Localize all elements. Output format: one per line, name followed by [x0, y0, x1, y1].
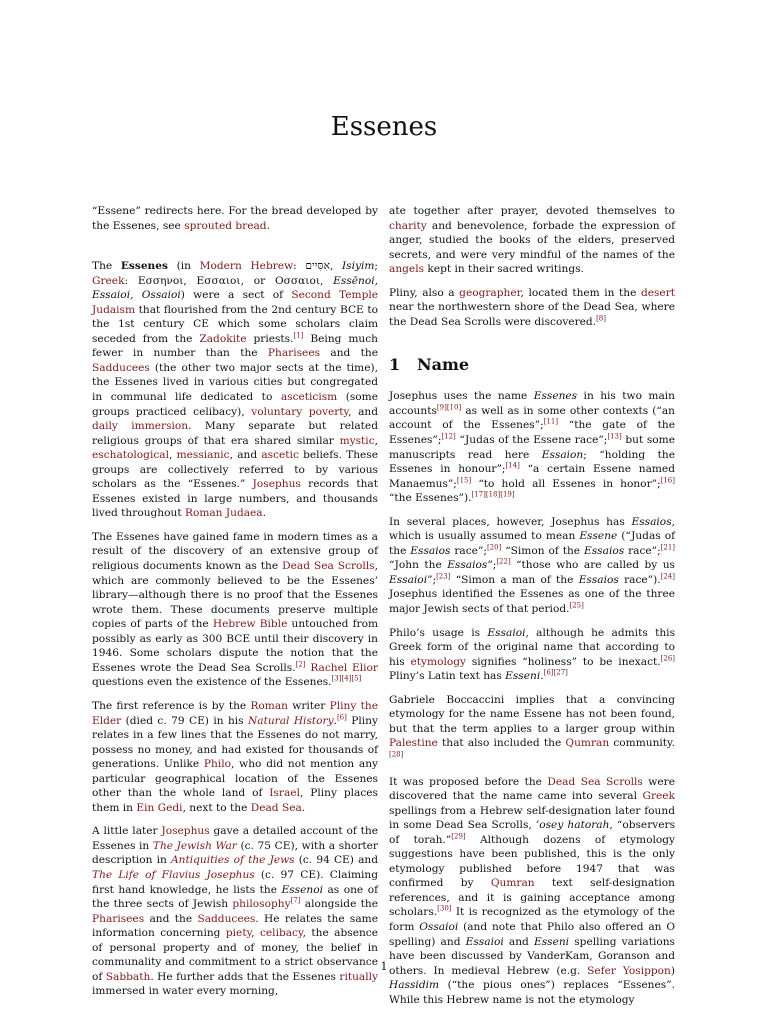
link-rachel-elior[interactable]: Rachel Elior	[310, 661, 378, 674]
page-title: Essenes	[330, 112, 438, 142]
link-asceticism[interactable]: asceticism	[280, 391, 338, 404]
section-title: Name	[417, 355, 470, 375]
hatnote	[92, 204, 378, 233]
text: “a certain Essene named Manaemus”;	[389, 463, 675, 490]
link-desert[interactable]: desert	[640, 286, 676, 299]
text: .	[540, 670, 544, 683]
text: “Simon a man of the	[450, 573, 579, 586]
name-paragraph-1	[389, 389, 675, 505]
text: . He relates the same information concerning	[92, 912, 379, 940]
italic-term: Essaios	[578, 573, 619, 586]
text: Although dozens of etymology suggestions have been published, this is the only etymology published before 1947 that was confirmed by	[389, 833, 675, 890]
text: (and note that Philo also offered an O spelling) and	[389, 920, 675, 948]
text: as well as in some other contexts (“an account of the Essenes”;	[389, 404, 675, 432]
link-dead-sea[interactable]: Dead Sea	[250, 801, 302, 814]
text: ”;	[487, 559, 497, 572]
text: ;	[374, 260, 378, 273]
citation[interactable]: [28]	[389, 750, 404, 759]
citation[interactable]: [29]	[451, 832, 466, 841]
text: ) were a sect of	[180, 289, 292, 302]
text: (“the pious ones”) replaces “Essenes”. While this Hebrew name is not the etymology	[389, 979, 675, 1006]
link-roman-judaea[interactable]: Roman Judaea	[184, 507, 263, 520]
text: alongside the	[300, 898, 378, 911]
text: A little later	[92, 825, 162, 838]
text: (“Judas of the	[389, 530, 676, 557]
link-qumran[interactable]: Qumran	[490, 877, 535, 890]
italic-term: Essaioi	[389, 573, 428, 586]
link-palestine[interactable]: Palestine	[389, 737, 438, 750]
citation[interactable]: [1]	[293, 331, 304, 340]
text: as one of the three sects of Jewish	[92, 883, 379, 911]
text: It was proposed before the	[389, 775, 548, 788]
link-greek[interactable]: Greek	[92, 274, 125, 287]
text: . He further adds that the Essenes	[150, 970, 340, 983]
link-sprouted-bread[interactable]: sprouted bread	[184, 219, 267, 232]
italic-term: Essaioi	[465, 935, 504, 948]
citation[interactable]: [8]	[596, 314, 606, 323]
text: , “observers of torah.”	[389, 819, 676, 846]
text: signifies “holiness” to be inexact.	[465, 655, 661, 668]
text: , although he admits this Greek form of the original name that according to his	[389, 626, 676, 668]
citation[interactable]: [12]	[441, 432, 456, 441]
text: but some manuscripts read here	[389, 434, 675, 461]
citation[interactable]: [25]	[569, 601, 584, 610]
text: .	[266, 219, 270, 232]
text: immersed in water every morning,	[92, 985, 279, 998]
text: in his two main accounts	[389, 390, 676, 417]
text: , which is usually assumed to mean	[389, 515, 675, 543]
citation[interactable]: [14]	[505, 461, 520, 470]
term-essenes: Essenes	[120, 260, 168, 273]
text: “the Essenes”).	[389, 492, 472, 505]
text: ,	[169, 449, 177, 462]
text: , the absence of personal property and of money, the belief in communality and commitment to a strict observance of	[92, 927, 379, 983]
text: “those who are called by us	[510, 559, 675, 572]
text: Philo’s usage is	[389, 626, 488, 639]
text: , next to the	[182, 801, 251, 814]
page-number: 1	[380, 960, 388, 973]
link-sadducees[interactable]: Sadducees	[197, 912, 256, 925]
link-ritually[interactable]: ritually	[339, 970, 378, 983]
name-paragraph-4	[389, 693, 675, 766]
section-heading-name	[389, 355, 675, 375]
link-etymology[interactable]: etymology	[410, 655, 466, 668]
text: spelling variations have been discussed by VanderKam, Goranson and others. In medieval Hebrew (e.g.	[389, 935, 675, 977]
text: It is recognized as the etymology of the form	[389, 906, 675, 933]
link-life-of-flavius-josephus[interactable]: The Life of Flavius Josephus	[92, 868, 255, 881]
text: race”;	[624, 544, 661, 557]
link-hebrew-bible[interactable]: Hebrew Bible	[212, 618, 288, 631]
text: ; “holding the Essenes in honour”;	[389, 448, 675, 476]
citation[interactable]: [15]	[456, 476, 472, 485]
text: ate together after prayer, devoted themselves to	[389, 205, 675, 217]
text: The	[92, 260, 121, 273]
geographer-paragraph	[389, 286, 675, 330]
text: , who did not mention any particular geographical location of the Essenes other than the whole land of	[92, 758, 378, 800]
italic-term: Essaios	[584, 544, 625, 557]
text: beliefs. These groups are collectively referred to by various scholars as the “Essenes.”	[92, 449, 378, 491]
text: , which are commonly believed to be the Essenes’ library—although there is no proof that the Essenes wrote them. These documents preserve multiple copies of parts of the	[92, 560, 378, 631]
link-sabbath[interactable]: Sabbath	[105, 970, 151, 983]
text: The first reference is by the	[92, 699, 251, 712]
text: community.	[609, 737, 676, 750]
link-zadokite[interactable]: Zadokite	[199, 332, 247, 345]
text: . Many separate but related religious groups of that era shared similar	[92, 420, 378, 447]
name-paragraph-3	[389, 626, 675, 684]
text: (c. 94 CE) and	[294, 854, 378, 867]
link-qumran[interactable]: Qumran	[565, 737, 610, 750]
text: .	[333, 714, 337, 727]
citation[interactable]: [16]	[660, 476, 675, 485]
citation[interactable]: [21]	[660, 543, 676, 552]
text: gave a detailed account of the Essenes in	[92, 825, 378, 852]
link-dead-sea-scrolls[interactable]: Dead Sea Scrolls	[282, 560, 375, 573]
link-charity[interactable]: charity	[389, 219, 427, 232]
text: text self-designation references, and it is gaining acceptance among scholars.	[389, 877, 675, 919]
link-greek[interactable]: Greek	[642, 790, 675, 803]
link-angels[interactable]: angels	[389, 263, 425, 276]
text: (some groups practiced celibacy),	[92, 391, 378, 418]
link-pharisees[interactable]: Pharisees	[267, 347, 321, 360]
citation[interactable]: [26]	[660, 654, 676, 663]
citation[interactable]: [24]	[660, 572, 675, 581]
text: Pliny, also a	[389, 286, 460, 299]
text: “John the	[389, 559, 448, 572]
text: (in	[167, 260, 200, 273]
text: In several places, however, Josephus has	[389, 515, 632, 528]
link-the-jewish-war[interactable]: The Jewish War	[152, 839, 237, 852]
text: Gabriele Boccaccini implies that a convincing etymology for the name Essene has not been found, but that the term applies to a larger group within	[389, 693, 675, 735]
text: ,	[329, 260, 342, 273]
link-messianic[interactable]: messianic	[176, 449, 230, 462]
citation[interactable]: [9][10]	[436, 403, 462, 412]
text: (the other two major sects at the time), the Essenes lived in various cities but congregated in communal life dedicated to	[92, 361, 378, 404]
citation[interactable]: [22]	[496, 557, 511, 566]
text: “Simon of the	[501, 544, 585, 557]
link-piety[interactable]: piety	[225, 927, 252, 940]
link-philo[interactable]: Philo	[203, 758, 232, 771]
text: .	[301, 801, 306, 814]
link-pliny-the-elder[interactable]: Pliny the Elder	[92, 699, 378, 727]
italic-term: Isiyim	[341, 260, 375, 273]
italic-term: Esseni	[505, 670, 541, 683]
citation[interactable]: [30]	[437, 904, 452, 913]
text: .	[262, 507, 267, 520]
italic-term: Essene	[579, 530, 618, 543]
link-sefer-yosippon[interactable]: Sefer Yosippon	[587, 964, 671, 977]
italic-term: Essenes	[533, 390, 578, 403]
citation[interactable]: [6]	[336, 712, 347, 721]
citation[interactable]: [2]	[295, 660, 306, 669]
italic-term: Essaion	[541, 448, 584, 461]
text: and the	[144, 912, 198, 925]
text: near the northwestern shore of the Dead Sea, where the Dead Sea Scrolls were discovered.	[389, 301, 675, 328]
link-pharisees[interactable]: Pharisees	[92, 912, 145, 925]
link-mystic[interactable]: mystic	[339, 434, 375, 447]
pliny-paragraph	[92, 699, 378, 815]
italic-term: Essenoi	[281, 883, 323, 896]
italic-term: Essēnoi, Essaioi, Ossaioi	[92, 274, 378, 302]
italic-term: Essaios	[410, 544, 451, 557]
citation[interactable]: [20]	[486, 543, 502, 552]
text: records that Essenes existed in large numbers, and thousands lived throughout	[92, 478, 378, 520]
right-column	[389, 204, 675, 1016]
italic-term: Hassidim	[389, 979, 440, 992]
text: and	[503, 935, 534, 948]
text: “to hold all Essenes in honor”;	[471, 477, 661, 490]
link-israel[interactable]: Israel	[269, 787, 300, 800]
italic-term: Essaioi	[487, 626, 526, 639]
text: Pliny relates in a few lines that the Essenes do not marry, possess no money, and had existed for thousands of generations. Unlike	[92, 714, 378, 771]
section-number: 1	[389, 355, 401, 375]
text: and the	[320, 347, 379, 360]
link-sadducees[interactable]: Sadducees	[92, 361, 150, 374]
link-voluntary-poverty[interactable]: voluntary poverty	[251, 405, 349, 418]
text: Pliny’s Latin text has	[389, 670, 506, 683]
link-geographer[interactable]: geographer	[459, 286, 521, 299]
text: Josephus identified the Essenes as one of the three major Jewish sects of that period.	[389, 588, 675, 616]
text: (died c. 79 CE) in his	[121, 714, 248, 727]
text: , Pliny places them in	[92, 787, 378, 814]
text: race”;	[450, 544, 487, 557]
hebrew-name: אִסִּיִים	[305, 260, 330, 273]
link-eschatological[interactable]: eschatological	[92, 449, 169, 462]
text: “Essene” redirects here. For the bread developed by the Essenes, see	[92, 205, 378, 232]
text: that also included the	[437, 737, 566, 750]
name-paragraph-2	[389, 515, 675, 617]
link-dead-sea-scrolls[interactable]: Dead Sea Scrolls	[547, 775, 643, 788]
italic-term: Essaios	[631, 515, 672, 528]
text: ,	[251, 927, 260, 940]
link-daily-immersion[interactable]: daily immersion	[92, 420, 189, 433]
text: : Εσσηνοι, Εσσαιοι, or Οσσαιοι,	[124, 274, 334, 287]
citation[interactable]: [23]	[436, 572, 451, 581]
citation[interactable]: [13]	[607, 432, 622, 441]
text: untouched from possibly as early as 300 BCE until their discovery in 1946. Some scholars dispute the notion that the Essenes wrote the Dead Sea Scrolls.	[92, 618, 379, 674]
text: (c. 97 CE). Claiming first hand knowledge, he lists the	[92, 868, 378, 896]
link-second-temple-judaism[interactable]: Second Temple Judaism	[92, 289, 379, 316]
link-ein-gedi[interactable]: Ein Gedi	[136, 801, 183, 814]
text: :	[293, 260, 306, 273]
text: race”).	[618, 573, 661, 586]
citation[interactable]: [11]	[543, 417, 559, 426]
text: “the gate of the Essenes”;	[389, 419, 675, 447]
link-philosophy[interactable]: philosophy	[232, 898, 291, 911]
text: writer	[287, 699, 330, 712]
text: (c. 75 CE), with a shorter description in	[92, 839, 378, 867]
citation[interactable]: [6][27]	[543, 668, 568, 677]
italic-term: ’osey hatorah	[535, 819, 610, 832]
text: The Essenes have gained fame in modern times as a result of the discovery of an extensive group of religious documents known as the	[92, 530, 378, 573]
link-josephus[interactable]: Josephus	[161, 825, 210, 838]
text: kept in their sacred writings.	[424, 263, 584, 276]
text: ,	[374, 434, 378, 447]
text: , and	[348, 405, 379, 418]
text: priests.	[246, 332, 294, 345]
link-roman[interactable]: Roman	[250, 699, 288, 712]
link-celibacy[interactable]: celibacy	[259, 927, 303, 940]
link-natural-history[interactable]: Natural History	[247, 714, 334, 727]
link-josephus[interactable]: Josephus	[252, 478, 301, 491]
text: spellings from a Hebrew self-designation later found in some Dead Sea Scrolls,	[389, 804, 675, 832]
italic-term: Ossaioi	[419, 920, 459, 933]
citation[interactable]: [3][4][5]	[331, 674, 362, 683]
text: were discovered that the name came into several	[389, 775, 675, 803]
text: Being much fewer in number than the	[92, 332, 378, 360]
italic-term: Esseni	[533, 935, 570, 948]
left-column	[92, 204, 378, 1008]
text: ”;	[427, 573, 437, 586]
text: “Judas of the Essene race”;	[455, 434, 608, 447]
intro-paragraph	[92, 259, 378, 521]
josephus-paragraph-continued	[389, 204, 675, 277]
scrolls-paragraph	[92, 530, 378, 690]
link-ascetic[interactable]: ascetic	[261, 449, 299, 462]
text: questions even the existence of the Essenes.	[92, 676, 332, 689]
link-modern-hebrew[interactable]: Modern Hebrew	[199, 260, 294, 273]
citation[interactable]: [7]	[290, 896, 301, 905]
text: and benevolence, forbade the expression of anger, studied the books of the elders, preserved secrets, and were very mindful of the names of the	[389, 219, 675, 261]
text: Josephus uses the name	[389, 390, 534, 403]
text: )	[670, 964, 675, 977]
text: that flourished from the 2nd century BCE to the 1st century CE which some scholars claim seceded from the	[92, 303, 378, 345]
italic-term: Essaios	[447, 559, 488, 572]
link-antiquities-of-the-jews[interactable]: Antiquities of the Jews	[171, 854, 295, 867]
text: , located them in the	[520, 286, 641, 299]
citation[interactable]: [17][18][19]	[471, 490, 515, 499]
text: , and	[229, 449, 262, 462]
